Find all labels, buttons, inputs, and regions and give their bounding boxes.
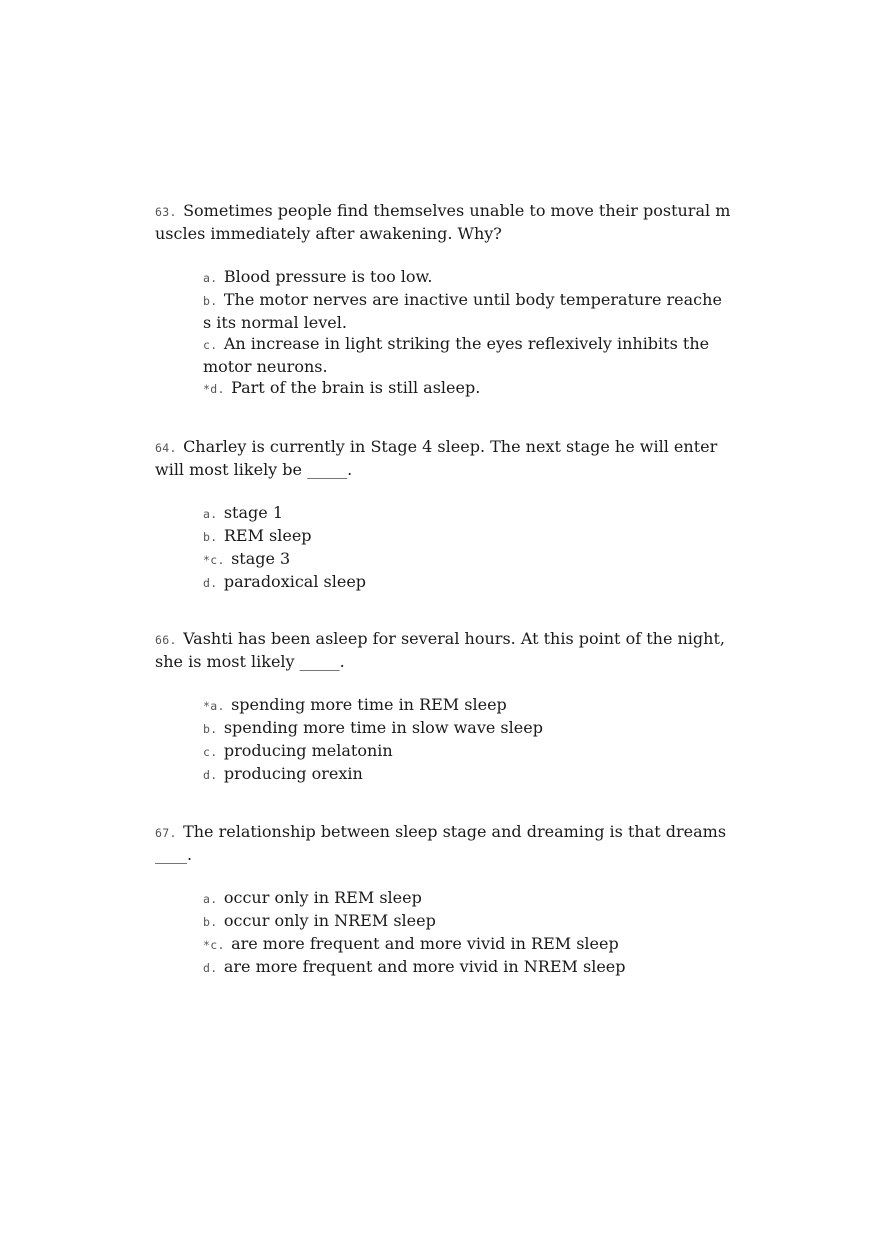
- option-text: paradoxical sleep: [223, 572, 367, 591]
- question-text: Sometimes people find themselves unable to move their postural muscles immediately after awakening. Why?: [155, 201, 731, 243]
- option-text: occur only in REM sleep: [223, 888, 422, 907]
- option-letter: d.: [203, 576, 218, 590]
- question-64: [155, 436, 735, 594]
- answer-option-b: [203, 525, 723, 548]
- question-stem: [155, 436, 735, 481]
- answer-option-c: [203, 548, 723, 571]
- option-text: producing melatonin: [223, 741, 393, 760]
- answer-option-d: [203, 571, 723, 594]
- option-text: are more frequent and more vivid in REM sleep: [231, 934, 619, 953]
- option-letter: *a.: [203, 699, 225, 713]
- answer-option-c: [203, 933, 723, 956]
- option-text: Part of the brain is still asleep.: [231, 378, 481, 397]
- answer-option-a: [203, 887, 723, 910]
- option-letter: *d.: [203, 382, 225, 396]
- answer-option-a: [203, 502, 723, 525]
- answer-option-c: [203, 740, 723, 763]
- option-letter: b.: [203, 722, 218, 736]
- answer-options: [203, 887, 723, 979]
- option-letter: a.: [203, 271, 218, 285]
- option-letter: c.: [203, 338, 218, 352]
- question-67: [155, 821, 735, 979]
- question-text: The relationship between sleep stage and dreaming is that dreams ____.: [155, 822, 727, 864]
- option-text: REM sleep: [223, 526, 312, 545]
- answer-options: [203, 266, 723, 400]
- answer-option-d: [203, 763, 723, 786]
- answer-options: [203, 502, 723, 594]
- option-letter: b.: [203, 530, 218, 544]
- option-letter: b.: [203, 915, 218, 929]
- answer-option-c: [203, 333, 723, 377]
- answer-option-b: [203, 289, 723, 333]
- question-number: 66.: [155, 633, 177, 647]
- answer-option-a: [203, 694, 723, 717]
- option-text: are more frequent and more vivid in NREM sleep: [223, 957, 626, 976]
- question-number: 67.: [155, 826, 177, 840]
- option-text: The motor nerves are inactive until body temperature reaches its normal level.: [203, 290, 722, 332]
- question-text: Vashti has been asleep for several hours. At this point of the night, she is most likely _____.: [155, 629, 725, 671]
- option-letter: d.: [203, 768, 218, 782]
- option-text: stage 1: [223, 503, 283, 522]
- answer-option-b: [203, 717, 723, 740]
- option-text: spending more time in REM sleep: [231, 695, 507, 714]
- question-63: [155, 200, 735, 400]
- option-text: occur only in NREM sleep: [223, 911, 436, 930]
- option-letter: b.: [203, 294, 218, 308]
- option-text: spending more time in slow wave sleep: [223, 718, 543, 737]
- option-text: Blood pressure is too low.: [223, 267, 433, 286]
- answer-option-a: [203, 266, 723, 289]
- answer-option-d: [203, 956, 723, 979]
- option-text: stage 3: [231, 549, 291, 568]
- option-letter: *c.: [203, 553, 225, 567]
- question-stem: [155, 628, 735, 673]
- question-stem: [155, 200, 735, 245]
- answer-option-d: [203, 377, 723, 400]
- option-letter: a.: [203, 507, 218, 521]
- option-text: producing orexin: [223, 764, 363, 783]
- option-letter: c.: [203, 745, 218, 759]
- question-number: 63.: [155, 205, 177, 219]
- option-text: An increase in light striking the eyes reflexively inhibits the motor neurons.: [203, 334, 710, 376]
- answer-option-b: [203, 910, 723, 933]
- question-text: Charley is currently in Stage 4 sleep. The next stage he will enter will most likely be _____.: [155, 437, 718, 479]
- question-stem: [155, 821, 735, 866]
- option-letter: d.: [203, 961, 218, 975]
- option-letter: *c.: [203, 938, 225, 952]
- answer-options: [203, 694, 723, 786]
- question-66: [155, 628, 735, 786]
- option-letter: a.: [203, 892, 218, 906]
- question-number: 64.: [155, 441, 177, 455]
